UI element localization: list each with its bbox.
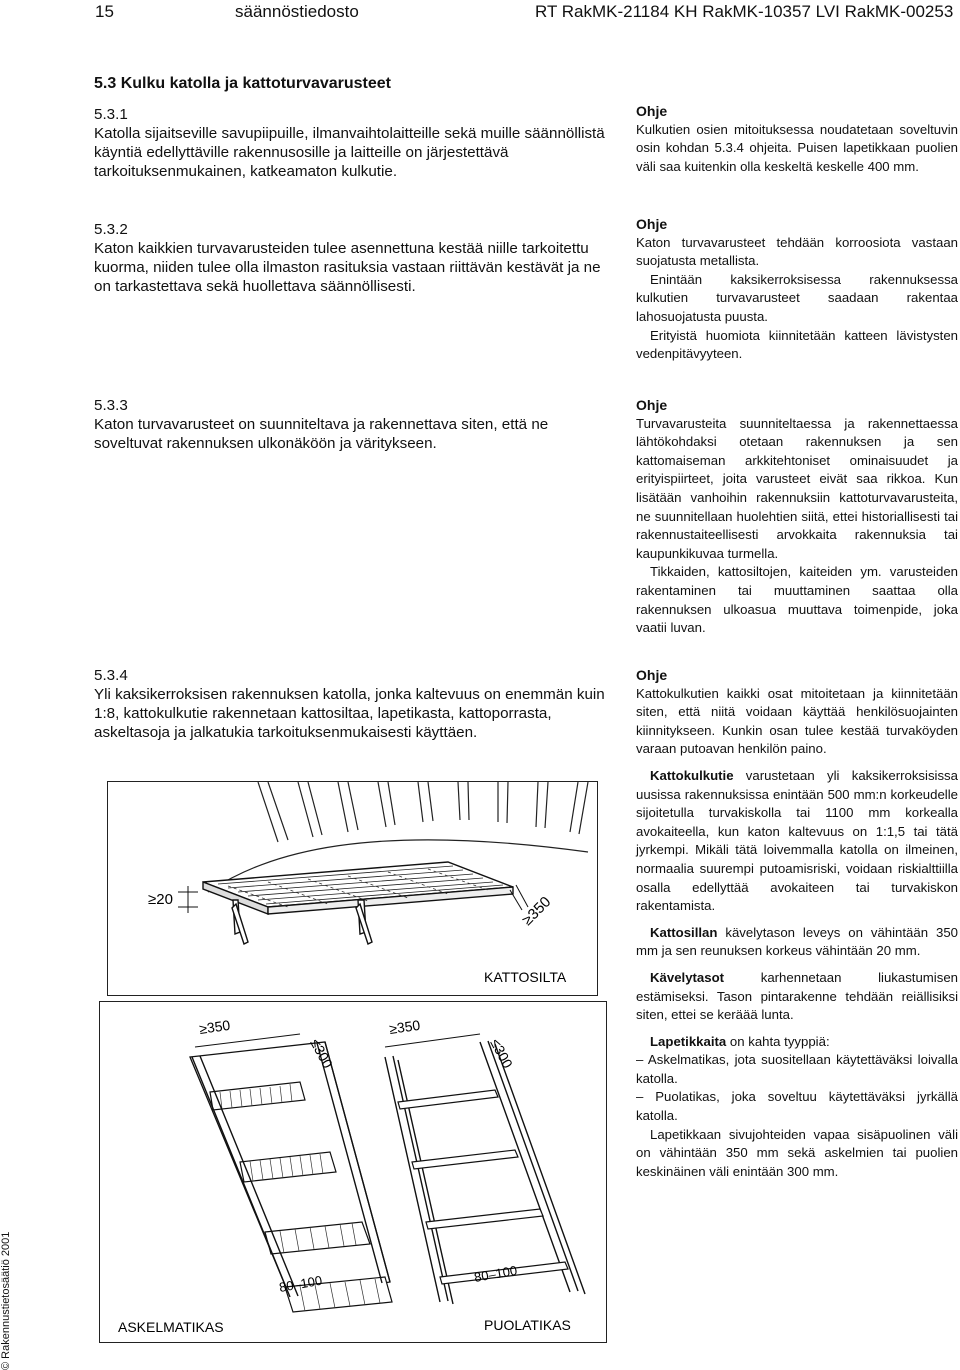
kattosilta-drawing xyxy=(108,782,597,995)
dim-min-height: ≥20 xyxy=(148,891,173,908)
clause-text: Yli kaksikerroksisen rakennuksen katolla, jonka kaltevuus on enemmän kuin 1:8, kattokulkutie rakennetaan kattosiltaa, lapetikasta, kattoporrasta, askeltasoja ja jalkatukia tarkoituksenmukaisesti käyttäen. xyxy=(94,686,605,741)
clause-number: 5.3.3 xyxy=(94,397,128,414)
figure-caption-kattosilta: KATTOSILTA xyxy=(484,969,567,985)
ohje-534 xyxy=(636,666,958,1181)
header-section: säännöstiedosto xyxy=(235,2,359,21)
askelmatikas-depth: 80–100 xyxy=(277,1272,324,1295)
clause-number: 5.3.2 xyxy=(94,221,128,238)
ohje-532 xyxy=(636,215,958,364)
ohje-title: Ohje xyxy=(636,397,668,413)
clause-text: Katon turvavarusteet on suunniteltava ja rakennettava siten, että ne soveltuvat rakennuksen ulkonäköön ja väritykseen. xyxy=(94,416,549,452)
ohje-title: Ohje xyxy=(636,216,668,232)
section-title: 5.3 Kulku katolla ja kattoturvavarusteet xyxy=(94,75,391,92)
ohje-paragraph: Kattosillan kävelytason leveys on vähintään 350 mm ja sen reunuksen korkeus vähintään 20 mm. xyxy=(636,924,958,959)
clause-text: Katolla sijaitseville savupiipuille, ilmanvaihtolaitteille sekä muille säännöllistä käyntiä edellyttäville rakennusosille ja laitteille on järjestettävä tarkoituksenmukainen, katkeamaton kulkutie. xyxy=(94,125,605,180)
term-lapetikkaita: Lapetikkaita xyxy=(650,1033,727,1049)
ohje-paragraph: Turvavarusteita suunniteltaessa ja rakennettaessa lähtökohdaksi otetaan rakennuksen ja sen kattomaiseman arkkitehtoniset ominaisuudet ja erityispiirteet, joita varusteet eivät saa rikkoa. Kun lisätään vanhoihin rakennuksiin kattoturvavarusteita, ne suunnitellaan huolehtien siitä, ettei historiallisesti tai rakennustaiteellisesti arvokkaita rakennuksia tai kaupunkikuvaa turmella. xyxy=(636,415,958,561)
puolatikas-depth: 80–100 xyxy=(472,1262,519,1285)
dim-min-width: ≥350 xyxy=(518,893,555,929)
page-number: 15 xyxy=(95,2,114,21)
ohje-531 xyxy=(636,102,958,176)
clause-534 xyxy=(94,666,612,742)
list-item: – Askelmatikas, jota suositellaan käytettäväksi loivalla katolla. xyxy=(636,1052,958,1086)
ohje-title: Ohje xyxy=(636,103,668,119)
ohje-paragraph: Katon turvavarusteet tehdään korroosiota vastaan suojatusta metallista. xyxy=(636,234,958,269)
term-kattokulkutie: Kattokulkutie xyxy=(650,767,734,783)
figure-caption-askelmatikas: ASKELMATIKAS xyxy=(118,1319,224,1335)
askelmatikas-width: ≥350 xyxy=(198,1016,232,1037)
clause-532 xyxy=(94,220,612,296)
clause-number: 5.3.4 xyxy=(94,667,128,684)
ohje-533 xyxy=(636,396,958,638)
clause-text: Katon kaikkien turvavarusteiden tulee asennettuna kestää niille tarkoitettu kuorma, niiden tulee olla ilmaston rasituksia vastaan riittävän kestävät ja ne on tarkastettava sekä huollettava säännöllisesti. xyxy=(94,240,601,295)
clause-533 xyxy=(94,396,612,453)
ohje-paragraph: Kävelytasot karhennetaan liukastumisen estämiseksi. Tason pintarakenne tehdään reiällisiksi siten, ettei se keräää lunta. xyxy=(636,969,958,1023)
ohje-title: Ohje xyxy=(636,667,668,683)
ohje-paragraph: Enintään kaksikerroksisessa rakennuksessa kulkutien turvavarusteet saadaan rakentaa lahosuojatusta puusta. xyxy=(636,271,958,324)
ohje-paragraph: Kattokulkutien kaikki osat mitoitetaan ja kiinnitetään siten, että niitä voidaan käyttää henkilösuojainten kiinnitykseen. Kunkin osan tulee kestää turvaköyden varaan putoavan henkilön paino. xyxy=(636,685,958,757)
ohje-paragraph: Lapetikkaan sivujohteiden vapaa sisäpuolinen väli on vähintään 350 mm sekä askelmien tai puolien keskinäinen väli enintään 300 mm. xyxy=(636,1126,958,1179)
lapetikkaat-drawing xyxy=(100,1002,606,1342)
term-kavelytasot: Kävelytasot xyxy=(650,969,725,985)
figure-kattosilta xyxy=(107,781,598,996)
ohje-paragraph: Kattokulkutie varustetaan yli kaksikerroksisissa uusissa rakennuksissa enintään 500 mm:n korkeudelle sijoitetulla turvakiskolla tai 1100 mm korkealla avokaiteella, kun katon kaltevuus on 1:1,5 tai tätä jyrkempi. Mikäli tätä loivemmalla katolla on ilmeinen, normaalia suurempi putoamisriski, voidaan riskialttiilla osalla edellyttää avokaiteen tai turvakiskon rakentamista. xyxy=(636,767,958,914)
clause-531 xyxy=(94,105,612,181)
ohje-paragraph: Tikkaiden, kattosiltojen, kaiteiden ym. varusteiden rakentaminen tai muuttaminen saattaa olla rakennuksen ulkoasua muuttava toimenpide, joka vaatii luvan. xyxy=(636,564,958,636)
header-codes: RT RakMK-21184 KH RakMK-10357 LVI RakMK-00253 xyxy=(535,2,954,21)
clause-number: 5.3.1 xyxy=(94,106,128,123)
figure-caption-puolatikas: PUOLATIKAS xyxy=(484,1317,571,1333)
ohje-paragraph: Lapetikkaita on kahta tyyppiä: xyxy=(650,1033,830,1049)
ohje-paragraph: Kulkutien osien mitoituksessa noudatetaan soveltuvin osin kohdan 5.3.4 ohjeita. Puisen lapetikkaan puolien väli saa kuitenkin olla keskeltä keskelle 400 mm. xyxy=(636,121,958,174)
ohje-paragraph: Erityistä huomiota kiinnitetään katteen lävistysten vedenpitävyyteen. xyxy=(636,327,958,362)
list-item: – Puolatikas, joka soveltuu käytettäväksi jyrkällä katolla. xyxy=(636,1089,958,1124)
puolatikas-spacing: ≤300 xyxy=(487,1035,517,1071)
puolatikas-width: ≥350 xyxy=(388,1016,422,1037)
term-kattosillan: Kattosillan xyxy=(650,924,718,940)
askelmatikas-spacing: ≤300 xyxy=(307,1035,337,1071)
copyright-notice: © Rakennustietosäätiö 2001 xyxy=(0,1231,12,1370)
figure-lapetikkaat xyxy=(99,1001,607,1343)
